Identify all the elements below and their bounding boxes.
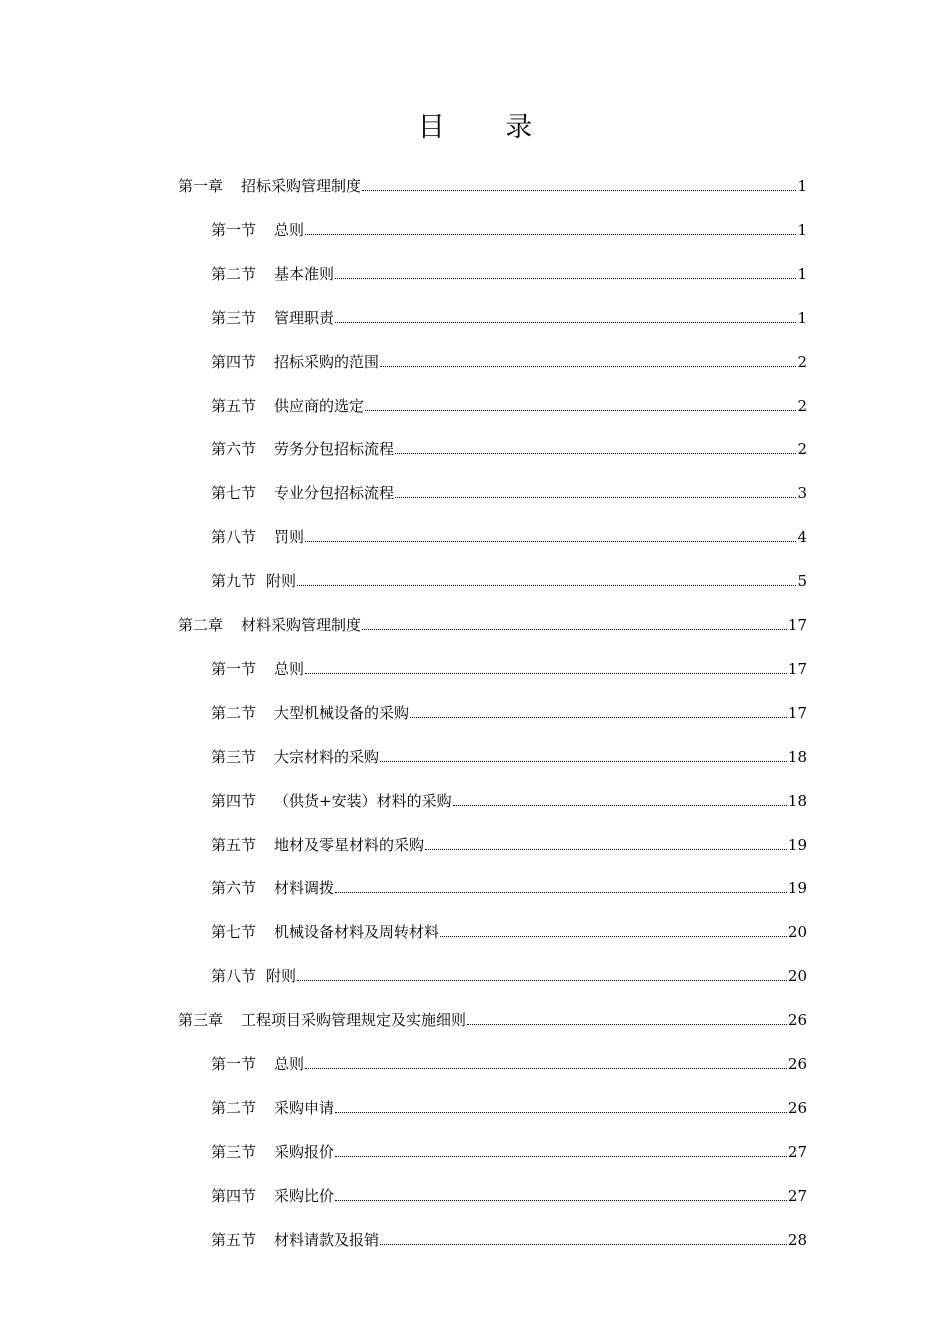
toc-entry-page-number: 17 [787,616,807,634]
toc-section-entry[interactable] [211,699,807,723]
toc-section-entry[interactable] [211,479,807,503]
toc-entry-page-number: 1 [797,177,807,195]
toc-section-entry[interactable] [211,567,807,591]
toc-dot-leader [305,234,796,235]
toc-section-entry[interactable] [211,655,807,679]
toc-entry-number: 第三节 [211,1142,257,1161]
toc-entry-number: 第五节 [211,835,257,854]
toc-dot-leader [362,190,796,191]
toc-entry-number: 第六节 [211,440,257,459]
toc-dot-leader [305,1068,787,1069]
toc-chapter-entry[interactable] [178,172,807,196]
toc-section-entry[interactable] [211,1138,807,1162]
toc-entry-page-number: 1 [797,264,807,283]
toc-dot-leader [335,1112,787,1113]
toc-entry-title: 地材及零星材料的采购 [274,835,425,854]
toc-dot-leader [410,717,787,718]
toc-section-entry[interactable] [211,1094,807,1118]
toc-entry-number: 第四节 [211,791,257,810]
toc-section-entry[interactable] [211,216,807,240]
toc-entry-title: 大型机械设备的采购 [274,703,410,722]
toc-dot-leader [453,805,787,806]
toc-entry-page-number: 19 [787,835,807,854]
toc-dot-leader [335,892,787,893]
toc-entry-number: 第三节 [211,308,257,327]
toc-entry-title: 材料调拨 [274,879,335,898]
toc-section-entry[interactable] [211,831,807,855]
toc-dot-leader [335,322,796,323]
toc-entry-page-number: 18 [787,791,807,810]
toc-dot-leader [380,366,796,367]
toc-section-entry[interactable] [211,392,807,416]
toc-entry-title: 材料请款及报销 [274,1230,380,1249]
toc-entry-number: 第一章 [178,177,224,195]
toc-dot-leader [335,1200,787,1201]
toc-entry-title: 招标采购的范围 [274,352,380,371]
toc-entry-number: 第二节 [211,1098,257,1117]
toc-entry-number: 第三章 [178,1011,224,1030]
toc-entry-title: 附则 [266,572,297,591]
toc-entry-number: 第八节 [211,967,257,986]
toc-entry-number: 第七节 [211,923,257,942]
toc-dot-leader [380,1244,787,1245]
toc-section-entry[interactable] [211,962,807,986]
toc-dot-leader [425,849,787,850]
toc-section-entry[interactable] [211,743,807,767]
toc-dot-leader [335,1156,787,1157]
toc-entry-page-number: 1 [797,308,807,327]
toc-dot-leader [305,673,787,674]
toc-dot-leader [365,410,796,411]
toc-entry-title: 采购比价 [274,1186,335,1205]
toc-entry-number: 第七节 [211,484,257,503]
toc-dot-leader [467,1024,787,1025]
toc-chapter-entry[interactable] [178,611,807,635]
toc-section-entry[interactable] [211,874,807,898]
toc-entry-number: 第五节 [211,396,257,415]
toc-entry-page-number: 1 [797,220,807,239]
toc-entry-page-number: 28 [787,1230,807,1249]
toc-entry-title: 工程项目采购管理规定及实施细则 [241,1011,467,1030]
toc-entry-page-number: 27 [787,1142,807,1161]
toc-entry-title: 基本准则 [274,264,335,283]
toc-entry-title: 招标采购管理制度 [241,177,362,195]
toc-entry-number: 第二节 [211,703,257,722]
toc-entry-page-number: 17 [787,703,807,722]
toc-entry-page-number: 20 [787,967,807,986]
toc-entry-title: 材料采购管理制度 [241,616,362,634]
toc-section-entry[interactable] [211,260,807,284]
toc-dot-leader [297,585,796,586]
toc-dot-leader [305,541,796,542]
toc-chapter-entry[interactable] [178,1006,807,1030]
toc-entry-number: 第一节 [211,220,257,239]
toc-entry-number: 第三节 [211,747,257,766]
toc-entry-title: 附则 [266,967,297,986]
toc-entry-page-number: 2 [797,396,807,415]
toc-dot-leader [440,936,787,937]
toc-entry-number: 第二章 [178,616,224,634]
toc-section-entry[interactable] [211,304,807,328]
toc-entry-title: 罚则 [274,528,305,547]
toc-entry-page-number: 4 [797,528,807,547]
toc-section-entry[interactable] [211,435,807,459]
toc-entry-title: 供应商的选定 [274,396,365,415]
toc-entry-page-number: 2 [797,440,807,459]
toc-entry-page-number: 3 [797,484,807,503]
toc-entry-number: 第六节 [211,879,257,898]
toc-dot-leader [362,629,787,630]
toc-entry-title: 专业分包招标流程 [274,484,395,503]
toc-entry-title: 总则 [274,659,305,678]
toc-dot-leader [297,980,787,981]
toc-entry-page-number: 19 [787,879,807,898]
toc-entry-number: 第四节 [211,352,257,371]
toc-section-entry[interactable] [211,1182,807,1206]
toc-dot-leader [380,761,787,762]
toc-entry-number: 第四节 [211,1186,257,1205]
toc-entry-number: 第九节 [211,572,257,591]
toc-entry-title: 机械设备材料及周转材料 [274,923,440,942]
toc-section-entry[interactable] [211,1226,807,1250]
toc-entry-number: 第一节 [211,1055,257,1073]
toc-entry-title: 劳务分包招标流程 [274,440,395,459]
toc-entry-title: 总则 [274,1055,305,1073]
toc-entry-page-number: 26 [787,1055,807,1073]
toc-entry-title: 大宗材料的采购 [274,747,380,766]
toc-section-entry[interactable] [211,1050,807,1074]
toc-section-entry[interactable] [211,787,807,811]
toc-entry-number: 第一节 [211,659,257,678]
toc-dot-leader [395,453,796,454]
toc-section-entry[interactable] [211,348,807,372]
toc-entry-page-number: 27 [787,1186,807,1205]
toc-dot-leader [335,278,796,279]
toc-entry-number: 第五节 [211,1230,257,1249]
page-title: 目 录 [417,112,559,143]
toc-entry-page-number: 26 [787,1011,807,1030]
toc-entry-title: 管理职责 [274,308,335,327]
toc-entry-page-number: 20 [787,923,807,942]
toc-section-entry[interactable] [211,523,807,547]
toc-entry-title: （供货+安装）材料的采购 [274,791,452,810]
toc-entry-page-number: 18 [787,747,807,766]
toc-entry-page-number: 2 [797,352,807,371]
toc-entry-page-number: 26 [787,1098,807,1117]
toc-entry-page-number: 5 [797,572,807,591]
toc-entry-title: 采购申请 [274,1098,335,1117]
toc-entry-page-number: 17 [787,659,807,678]
toc-section-entry[interactable] [211,918,807,942]
toc-entry-title: 采购报价 [274,1142,335,1161]
toc-entry-title: 总则 [274,220,305,239]
toc-entry-number: 第二节 [211,264,257,283]
toc-entry-number: 第八节 [211,528,257,547]
toc-dot-leader [395,497,796,498]
